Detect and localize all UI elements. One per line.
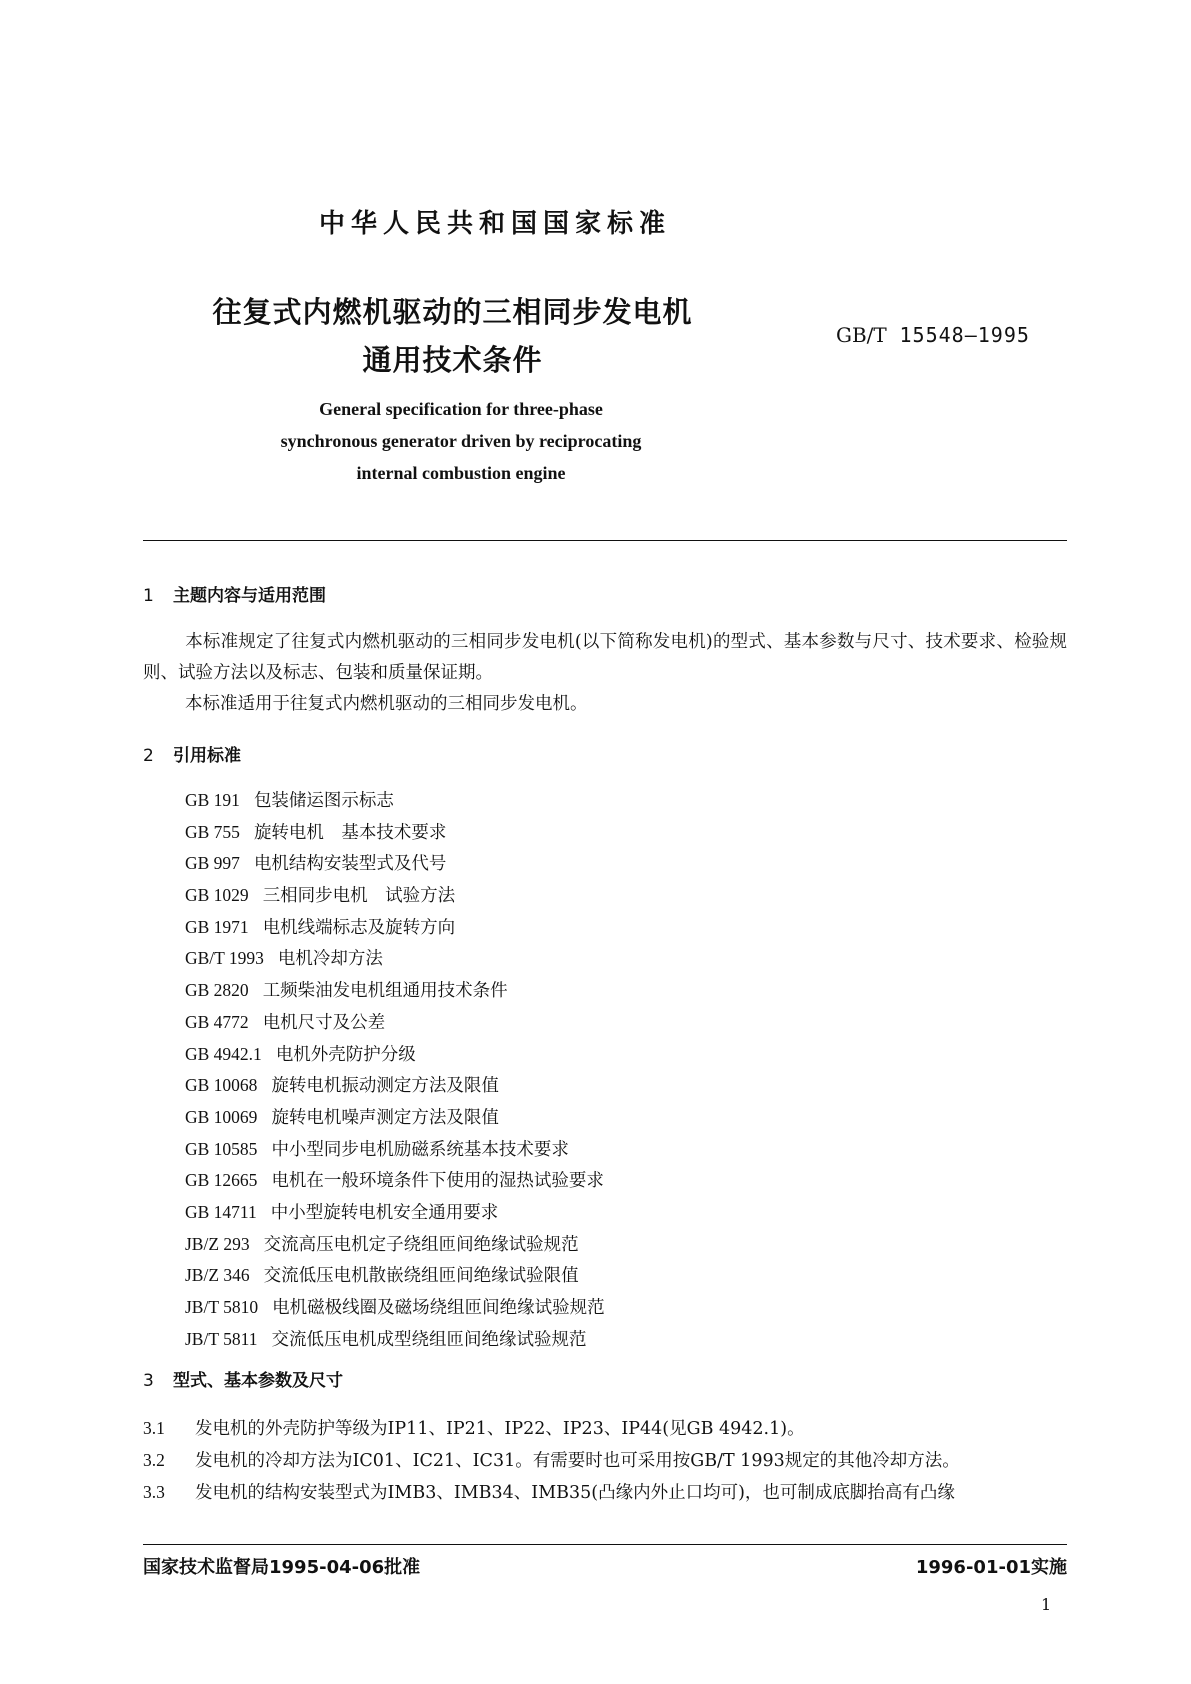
section3-title: 型式、基本参数及尺寸 bbox=[173, 1371, 343, 1391]
reference-title: 交流低压电机散嵌绕组匝间绝缘试验限值 bbox=[263, 1266, 579, 1287]
reference-item bbox=[185, 1102, 605, 1134]
reference-title: 三相同步电机 试验方法 bbox=[262, 886, 456, 907]
reference-code: JB/Z 346 bbox=[185, 1265, 250, 1286]
reference-code: JB/T 5810 bbox=[185, 1297, 259, 1317]
reference-item bbox=[185, 943, 605, 975]
standard-code: 15548—1995 bbox=[899, 323, 1030, 347]
reference-item bbox=[185, 1292, 605, 1324]
section1-number: 1 bbox=[143, 586, 154, 606]
reference-title: 电机外壳防护分级 bbox=[275, 1044, 416, 1065]
page-number: 1 bbox=[1041, 1595, 1052, 1614]
section2-heading bbox=[143, 741, 241, 766]
standard-number bbox=[836, 323, 1030, 347]
clause-number: 3.3 bbox=[143, 1482, 165, 1502]
reference-title: 旋转电机噪声测定方法及限值 bbox=[271, 1107, 499, 1128]
reference-title: 电机线端标志及旋转方向 bbox=[262, 917, 456, 938]
reference-title: 中小型旋转电机安全通用要求 bbox=[270, 1202, 499, 1223]
title-cn-line2: 通用技术条件 bbox=[362, 343, 543, 377]
section2-title: 引用标准 bbox=[173, 746, 241, 766]
section1-paragraph2-text: 本标准适用于往复式内燃机驱动的三相同步发电机。 bbox=[185, 694, 588, 714]
reference-title: 交流高压电机定子绕组匝间绝缘试验规范 bbox=[263, 1234, 579, 1255]
reference-code: GB 12665 bbox=[185, 1170, 258, 1191]
reference-code: GB 1029 bbox=[185, 885, 249, 906]
approval-line: 国家技术监督局1995-04-06批准 bbox=[143, 1557, 421, 1578]
clause-number: 3.2 bbox=[143, 1450, 165, 1470]
reference-item bbox=[185, 1197, 605, 1229]
reference-item bbox=[185, 1134, 605, 1166]
standard-prefix: GB/T bbox=[836, 323, 887, 347]
section2-number: 2 bbox=[143, 746, 154, 766]
reference-code: GB 191 bbox=[185, 790, 240, 810]
reference-code: GB 10068 bbox=[185, 1075, 258, 1096]
reference-title: 旋转电机振动测定方法及限值 bbox=[271, 1076, 499, 1097]
section1-paragraph2 bbox=[143, 689, 1067, 720]
reference-item bbox=[185, 848, 605, 880]
reference-code: JB/Z 293 bbox=[185, 1233, 250, 1254]
reference-code: GB 4772 bbox=[185, 1011, 249, 1032]
clause-number: 3.1 bbox=[143, 1418, 165, 1438]
reference-code: JB/T 5811 bbox=[185, 1328, 258, 1349]
reference-item bbox=[185, 1165, 605, 1197]
header-divider bbox=[143, 540, 1067, 541]
reference-item bbox=[185, 1070, 605, 1102]
reference-item bbox=[185, 975, 605, 1007]
section1-paragraph1 bbox=[143, 627, 1067, 689]
section1-paragraph1-text: 本标准规定了往复式内燃机驱动的三相同步发电机(以下简称发电机)的型式、基本参数与尺寸、技术要求、检验规则、试验方法以及标志、包装和质量保证期。 bbox=[143, 632, 1067, 683]
reference-title: 交流低压电机成型绕组匝间绝缘试验规范 bbox=[271, 1329, 587, 1350]
reference-item bbox=[185, 1260, 605, 1292]
footer-divider bbox=[143, 1544, 1067, 1545]
reference-code: GB 10585 bbox=[185, 1138, 258, 1159]
title-en-line3: internal combustion engine bbox=[356, 463, 566, 483]
referenced-standards-list bbox=[185, 785, 605, 1355]
reference-title: 包装储运图示标志 bbox=[253, 791, 394, 811]
reference-item bbox=[185, 1324, 605, 1356]
section3-heading bbox=[143, 1366, 343, 1391]
reference-title: 旋转电机 基本技术要求 bbox=[253, 822, 447, 843]
reference-item bbox=[185, 912, 605, 944]
clause-text: 发电机的冷却方法为IC01、IC21、IC31。有需要时也可采用按GB/T 1993规定的其他冷却方法。 bbox=[195, 1451, 960, 1471]
reference-item bbox=[185, 1039, 605, 1071]
reference-item bbox=[185, 880, 605, 912]
reference-code: GB 755 bbox=[185, 821, 240, 842]
reference-code: GB 14711 bbox=[185, 1201, 257, 1222]
reference-item bbox=[185, 1229, 605, 1261]
reference-title: 工频柴油发电机组通用技术条件 bbox=[262, 981, 508, 1002]
section3-number: 3 bbox=[143, 1371, 154, 1391]
reference-item bbox=[185, 785, 605, 817]
title-cn-line1: 往复式内燃机驱动的三相同步发电机 bbox=[212, 295, 693, 329]
reference-title: 电机冷却方法 bbox=[277, 949, 383, 970]
implementation-date: 1996-01-01实施 bbox=[915, 1557, 1067, 1578]
national-standard-heading: 中华人民共和国国家标准 bbox=[318, 209, 671, 239]
reference-code: GB/T 1993 bbox=[185, 948, 264, 969]
section1-title: 主题内容与适用范围 bbox=[173, 586, 326, 606]
reference-title: 电机尺寸及公差 bbox=[262, 1012, 386, 1033]
title-en-line1: General specification for three-phase bbox=[319, 399, 603, 419]
clause-text: 发电机的结构安装型式为IMB3、IMB34、IMB35(凸缘内外止口均可)，也可制成底脚抬高有凸缘 bbox=[195, 1483, 955, 1503]
title-en-line2: synchronous generator driven by reciprocating bbox=[280, 431, 642, 451]
clause-text: 发电机的外壳防护等级为IP11、IP21、IP22、IP23、IP44(见GB 4942.1)。 bbox=[195, 1419, 805, 1439]
reference-item bbox=[185, 1007, 605, 1039]
reference-code: GB 2820 bbox=[185, 980, 249, 1001]
clause-3-2 bbox=[143, 1447, 1067, 1472]
section1-heading bbox=[143, 581, 326, 606]
reference-title: 电机结构安装型式及代号 bbox=[253, 854, 447, 875]
reference-title: 电机在一般环境条件下使用的湿热试验要求 bbox=[271, 1171, 604, 1192]
reference-code: GB 4942.1 bbox=[185, 1043, 262, 1064]
reference-code: GB 10069 bbox=[185, 1106, 258, 1127]
reference-code: GB 1971 bbox=[185, 916, 249, 937]
reference-title: 电机磁极线圈及磁场绕组匝间绝缘试验规范 bbox=[272, 1298, 605, 1318]
reference-item bbox=[185, 817, 605, 849]
clause-3-1 bbox=[143, 1415, 1067, 1440]
reference-code: GB 997 bbox=[185, 853, 240, 874]
clause-3-3 bbox=[143, 1479, 1067, 1504]
reference-title: 中小型同步电机励磁系统基本技术要求 bbox=[271, 1139, 569, 1160]
